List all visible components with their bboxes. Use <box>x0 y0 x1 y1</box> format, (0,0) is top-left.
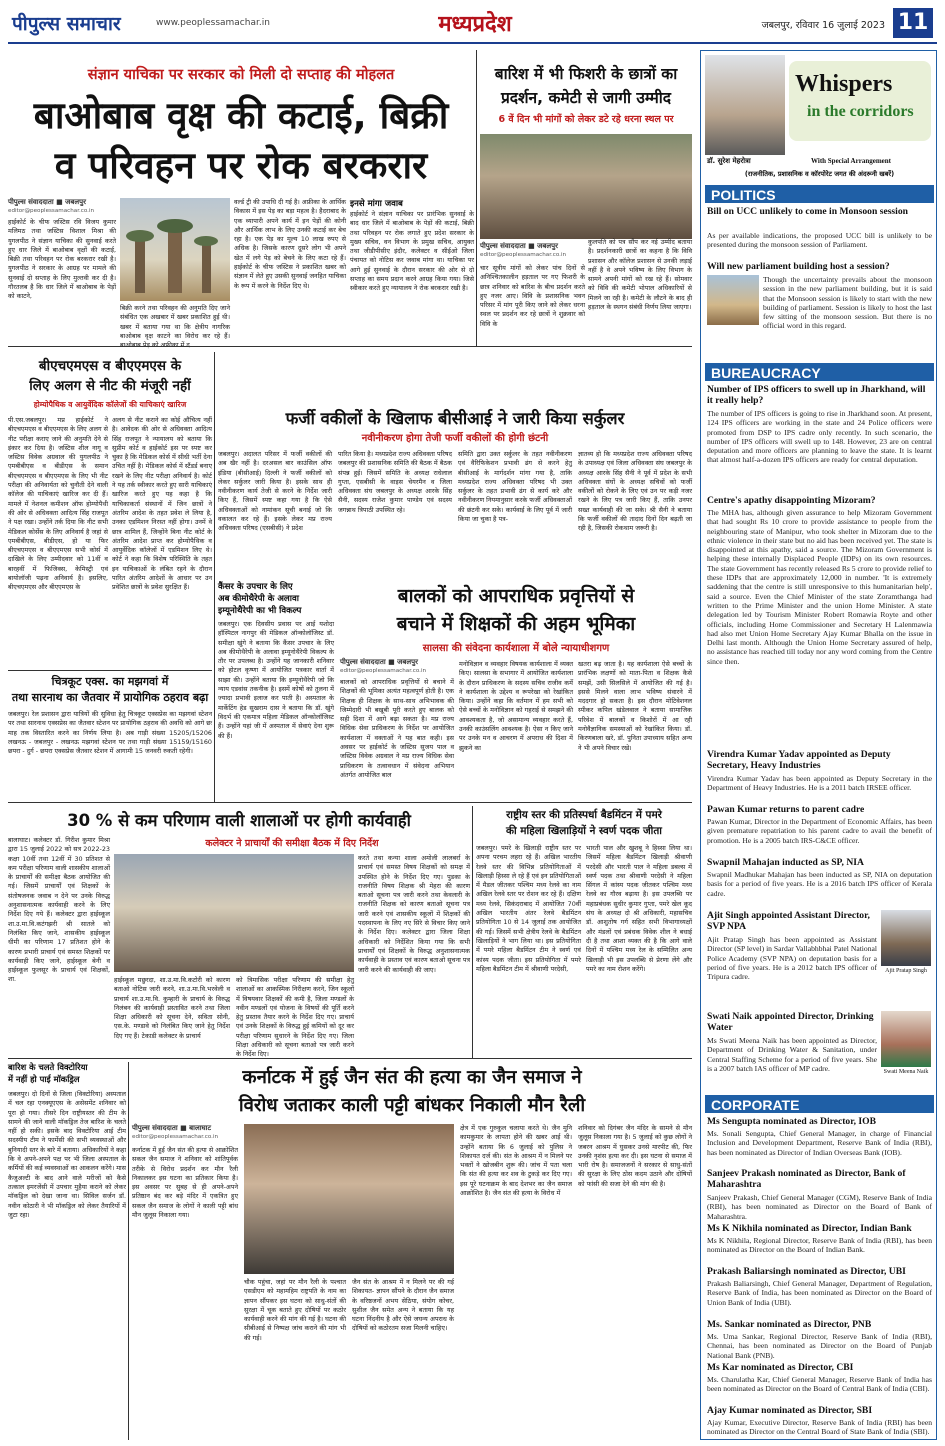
news-head: Will new parliament building host a session? <box>707 261 890 272</box>
body: जैन संत के आश्रम में न मिलने पर की गई शिकायत- ज्ञापन सौंपने के दौरान जैन समाज के वरिष्ठजनों अभय सेठिया, संयोग कोचर, सुशील जैन समेत अन्य ने बताया कि यह घटना निंदनीय है और ऐसे जघन्य अपराध के दोषियों को कठोरतम सजा मिलनी चाहिए। <box>352 1278 454 1333</box>
body: समिति द्वारा उक्त सर्कुलर के तहत नवीनीकरण एवं वैरिफिकेशन प्रभावी ढंग से करने हेतु बीसीआई के मार्गदर्शन मांगा गया है, ताकि मध्यप्रदेश राज्य अधिवक्ता परिषद भी उक्त सर्कुलर के तहत प्रभावी ढंग से कार्य करे और नवीनीकरण नियमानुसार करके फर्जी अधिवक्ताओं की छंटनी कर सके। कार्यवाई के लिए पूर्व में जारी किया जा चुका है पत्र- <box>458 450 572 524</box>
article-neet <box>8 352 212 802</box>
body: पारित किया है। मध्यप्रदेश राज्य अधिवक्ता परिषद जबलपुर की प्रशासनिक समिति की बैठक में बैठक संपन्न हुई। जिसमें समिति के अध्यक्ष राधेलाल गुप्ता, एसबीसी के वाइस चेयरमैन व जिला अधिवक्ता संघ जबलपुर के अध्यक्ष आरके सिंह सैनी, सदस्य राजेश कुमार पाण्डेय एवं सदस्य जगन्नाथ त्रिपाठी उपस्थित रहे। <box>338 450 452 514</box>
email: editor@peoplessamachar.co.in <box>8 208 95 214</box>
article-victoria <box>8 1062 126 1440</box>
news-head: Centre's apathy disappointing Mizoram? <box>707 495 876 506</box>
headline-2: अब कीमोथैरेपी के अलावा <box>218 594 299 604</box>
headline-2: बचाने में शिक्षकों की अहम भूमिका <box>396 613 636 635</box>
kicker: संज्ञान याचिका पर सरकार को मिली दो सप्ताह की मोहलत <box>87 67 395 83</box>
body: जबलपुर। अदालत परिसर में फर्जी वकीलों की अब खैर नहीं है। दरअसल बार काउंसिल ऑफ इंडिया (बीसीआई) दिल्ली ने फर्जी वकीलों को लेकर सर्कुलर जारी किया है। इसके साथ ही नवीनीकरण कार्य तेजी से करने के निर्देश जारी किए हैं, जिसमें स्पष्ट कहा गया है कि ऐसे अधिवक्ताओं को नामांकन सूची बनाई जो कि वकालत कर रहे हैं। इसके लेकर मप्र राज्य अधिवक्ता परिषद (एसबीसी) ने प्रदेश <box>218 450 332 533</box>
body: जबलपुर। दो दिनों से जिला (विक्टोरिया) अस्पताल में चल रहा एनक्यूएएस के असेसमेंट शनिवार को पूरा हो गया। तीसरे दिन राष्ट्रीयस्तर की टीम के सामने की जाने वाली मॉकड्रिल तेज बारिश के चलते नहीं हो सकी। इसके बाद विक्टोरिया आई टीम सदस्यीय टीम ने फार्मेसी की सभी व्यवस्थाओं और बुनियादी स्तर के बारे में बताया। अधिकारियों ने कहा कि वे अपने-अपने पक्ष पर भी जिला अस्पताल के कर्मियों की कई व्यवस्थाओं का आकलन करेंगे। मास कैजुअल्टी के बाद आने वाले मरीजों को कैसे तत्काल इमरजेंसी में उपचार मुहैया कराने को लेकर मॉकड्रिल को देखा जाना था। सिविल सर्जन डॉ. नवीन कोठारी ने भी मॉकड्रिल को लेकर तैयारियों में जुटा रहा। <box>8 1090 126 1219</box>
section-politics: POLITICS <box>705 185 934 203</box>
masthead-rule <box>8 42 937 44</box>
byline: पीपुल्स संवाददाता ■ बालाघाट <box>132 1124 211 1132</box>
news-text: Virendra Kumar Yadav has been appointed as Deputy Secretary in the Department of Heavy Industries. He is a 2011 batch IRSEE officer. <box>707 774 932 793</box>
body: कुलपति को पत्र सौंप कर नई उम्मीद बताया है। प्रदर्शनकारी छात्रों का कहना है कि विवि प्रशासन और कॉलेज प्रशासन से उनकी लड़ाई नहीं है वे अपने भविष्य के लिए विभाग के सामने अपनी मांगों को रख रहे हैं। सोमवार को विवि की कमेटी भोपाल अधिकारियों से मिलने जा रही है। कमेटी के लौटने के बाद ही हड़ताल के स्थगन संबंधी निर्णय लिया जाएगा। <box>588 238 692 312</box>
body: भारती पाल और खुशबू ने हिस्सा लिया था। जिसमें महिला बैडमिंटन खिलाड़ी श्रीवाणी परदेसी और भारती पाल ने महिला डबल्स में स्वर्ण पदक तथा श्रीवाणी परदेसी ने महिला सिंगल में कांस्य पदक जीतकर पश्चिम मध्य रेलवे का गौरव बढ़ाया है। इस उपलब्धि पर महाप्रबंधक सुधीर कुमार गुप्ता, पमरे खेल कूद संघ के अध्यक्ष दो श्री अधिकारी, महासचिव डॉ. आशुतोष गर्ग सहित सभी विभागाध्यक्षों और मंडलों एवं प्रबंधक विवेक शील ने बधाई दी है तथा आशा व्यक्त की है कि आगे वाले दिनों में पश्चिम मध्य रेल के सम्मिलित अन्य खिलाड़ी भी इस उपलब्धि से प्रेरणा लेंगे और पमरे का नाम रोशन करेंगे। <box>586 844 692 973</box>
body: जबलपुर। एक दिवसीय प्रवास पर आई यशोदा हॉस्पिटल नागपुर की मेडिकल ऑन्कोलॉजिस्ट डॉ. समीक्षा खुंगे ने बताया कि कैंसर उपचार के लिए अब कीमोथैरेपी के अलावा इम्यूनोथैरेपी विकल्प के तौर पर उपलब्ध है। उन्होंने यह जानकारी शनिवार को होटल कृष्णा में आयोजित पत्रकार वार्ता में साझा की। उन्होंने बताया कि इम्यूनोथैरेपी जो कि न्याय एडवांस तकनीक है। इसमें कोषों को तुलना में ज्यादा प्रभावी इलाज कर पाती है। अस्पताल के मार्केटिंग हेड सुखराम दास ने बताया कि डॉ. खुंगे विदर्भ की एकमात्र महिला मेडिकल ऑन्कोलॉजिस्ट हैं। उन्होंने यहां जी में अस्पताल में सेवाएं देना शुरू की हैं। <box>218 620 334 740</box>
body: हाईकोर्ट ने संज्ञान याचिका पर प्रारंभिक सुनवाई के बाद धार जिले में बाओबाब के पेड़ों की कटाई, बिक्री तथा परिवहन पर रोक लगाते हुए प्रदेश सरकार के मुख्य सचिव, वन विभाग के प्रमुख सचिव, आयुक्त तथा जीडीपीसीए इंदौर, कलेक्टर व सीईओ जिला पंचायत को नोटिस कर जवाब मांगा था। याचिका पर आगे हुई सुनवाई के दौरान सरकार की ओर से दो सप्ताह का समय प्रदान करने आग्रह किया गया। जिसे स्वीकार करते हुए न्यायालय ने रोक बरकरार रखी है। <box>350 210 474 293</box>
email: editor@peoplessamachar.co.in <box>340 668 427 674</box>
news-head: Number of IPS officers to swell up in Jharkhand, will it really help? <box>707 384 926 406</box>
headline-2: में नहीं हो पाई मॉकड्रिल <box>8 1074 80 1084</box>
headline: बालकों को आपराधिक प्रवृत्तियों से <box>397 585 635 607</box>
subhead: इनसे मांगा जवाब <box>350 199 403 209</box>
news-text: Ajay Kumar, Executive Director, Reserve Bank of India (RBI) has been nominated as Director on the Central Board of State Bank of India (SBI). <box>707 1418 932 1437</box>
news-text: The MHA has, although given assurance to help Mizoram Government that had sought Rs 10 crore to provide assistance to people from the neighbouring state of Manipur, who took shelter in Mizoram due to the ethnic violence in their state but no aid has been received yet. The state is disappointed at this apathy, said a source. The Mizoram Government is helping these internally Displaced People (IDPs) on its own resources. The state Government has recently released Rs 5 crore to provide relief to these IDPs that are approximately 12,000 in number. 'It is extremely saddening that the centre is still unresponsive to this humanitarian help', said a source. Even the Chief Minister of the state Zoramthanga had written to the Prime Minister and the union Home Minister. A state delegation led by Tourism Minister Robert Romawia Royte and other officials, including Home Commissioner and Secretary H Lalenmawia had also met Union Home Secretary Ajay Kumar Bhalla on the issue in Delhi last month. Although the Union Home Secretary assured of help, no assistance has reached till today nor any word coming from the Centre since then. <box>707 508 932 666</box>
body: बिक्री करने तथा परिवहन की अनुमति दिए जाने संबंधित एक अखबार में खबर प्रकाशित हुई थी। खबर में बताया गया था कि क्षेत्रीय नागरिक बाओबाब वृक्ष काटने का विरोध कर रहे हैं। <box>120 304 230 340</box>
headline: बीएचएमएस व बीएएमएस के <box>38 358 182 374</box>
headline-2: व परिवहन पर रोक बरकरार <box>54 144 428 187</box>
news-text: The number of IPS officers is going to rise in Jharkhand soon. At present, 124 IPS officers are working in the state and 24 Police officers were promoted from DSP to IPS cadre only recently. In such scenario, the number of IPS officers will swell up to 148. However, 23 are on central deputation and more officers are planning to leave the state. It is learnt that almost half-a-dozen IPS officers are ready for central deputation. <box>707 409 932 465</box>
headline-2 <box>8 690 212 706</box>
divider <box>214 352 215 802</box>
headline: चित्रकूट एक्स. का मझगवां में <box>51 675 169 688</box>
news-head: Swati Naik appointed Director, Drinking Water <box>707 1011 874 1033</box>
divider <box>128 1062 129 1440</box>
headline-3: इम्यूनोथैरेपी का भी विकल्प <box>218 606 302 616</box>
byline: पीपुल्स संवाददाता ■ जबलपुर <box>480 242 558 250</box>
body: चार सूत्रीय मांगों को लेकर पांच दिनों से अनिश्चितकालीन हड़ताल पर गए फिशरी के छात्र शनिवार को बारिश के बीच प्रदर्शन करते हुए नजर आए। विवि के प्रशासनिक भवन परिसर में मांग पूरी किए जाने को लेकर धरना स्थल पर प्रदर्शन कर रहे छात्रों ने शुक्रवार को विवि के <box>480 264 585 328</box>
sidebar-whispers <box>700 50 937 1440</box>
news-text: Swapnil Madhukar Mahajan has been inducted as SP, NIA on deputation basis for a period of five years. He is a 2016 batch IPS officer of Kerala cadre. <box>707 870 932 898</box>
news-head: Ms Kar nominated as Director, CBI <box>707 1362 854 1373</box>
masthead <box>0 0 945 44</box>
parliament-photo <box>707 275 759 325</box>
photo-caption: Swati Meena Naik <box>883 1069 929 1075</box>
article-cancer <box>218 580 334 802</box>
headline: कैंसर के उपचार के लिए <box>218 582 293 592</box>
article-teachers <box>340 580 692 802</box>
body: जबलपुर। रेल प्रशासन द्वारा यात्रियों की सुविधा हेतु चित्रकूट एक्सप्रेस का मझगवां स्टेशन पर तथा सारनाथ एक्सप्रेस का जैतवार स्टेशन पर प्रायोगिक ठहराव की अवधि को आगे छः माह तक विस्तारित करने का निर्णय लिया है। अब गाड़ी संख्या 15205/15206 लखनऊ - जबलपुर - लखनऊ मझगवां स्टेशन पर तथा गाड़ी संख्या 15159/15160 छपरा - दुर्ग - छपरा एक्सप्रेस जैतवार स्टेशन में आगामी 15 जनवरी रुकती रहेगी। <box>8 710 212 756</box>
divider <box>8 1058 692 1059</box>
news-head: Bill on UCC unlikely to come in Monsoon session <box>707 206 908 217</box>
byline: पीपुल्स संवाददाता ■ जबलपुर <box>340 658 418 666</box>
body: करते तथा कन्या शाला अमोली लालबर्रा के प्राचार्य एवं समस्त विषय शिक्षकों को समक्ष में उपस्थित होने के निर्देश दिए गए। पुडका के राजनीति विषय शिक्षक श्री मेहरा की कारण बताओ सूचना पत्र जारी करने तथा केवलारी के राजनीति शिक्षक को कारण बताओ सूचना पत्र जारी करने एवं शासकीय स्कूलों में शिक्षकों की पदस्थापना के लिए नए सिरे से विचार किए जाने के निर्देश दिए। कलेक्टर द्वारा जिला शिक्षा अधिकारी को निर्देशित किया गया कि सभी प्राचार्यों एवं शिक्षकों के विरुद्ध अनुशासनात्मक कार्यवाही के प्रस्ताव एवं कारण बताओ सूचना पत्र जारी करने की कार्यवाही की जाए। <box>358 854 470 974</box>
body: अलग से नीट कराने का कोई औचित्य नहीं है। आवेदक की ओर से अधिवक्ता आदित्य सिंह राजपूत ने न्यायालय को बताया कि सुप्रीम कोर्ट व हाईकोर्ट इस पर स्पष्ट कर चुका है कि मेडिकल कोर्स में सीधी भर्ती देना उचित नहीं है। मेडिकल कोर्स में स्टैंडर्ड बनाए रखने के लिए नीट परीक्षा अनिवार्य है। कोर्ट ने यह तर्क स्वीकार करते हुए सारी याचिकाएं खारिज करते हुए यह कहा है कि याचिकाकर्ता संस्थानों में जिन छात्रों ने अंतरिम आदेश के तहत प्रवेश ले लिया है, उनका एडमिशन निरस्त नहीं होगा। उनमें वे छात्र शामिल हैं, जिन्होंने बिना नीट कोर्ट के अंतरिम आदेश प्राप्त कर होम्योपैथिक व आयुर्वेदिक कॉलेजों में एडमिशन लिए थे। कोर्ट ने कहा कि विशेष परिस्थिति के तहत इन याचिकाओं के लंबित रहने के दौरान पारित अंतरिम आदेशों के आधार पर उन प्रवेशित छात्रों के प्रवेश सुरक्षित हैं। <box>112 416 212 592</box>
headline-3: प्रायोगिक ठहराव बढ़ा <box>123 691 209 704</box>
news-text: As per available indications, the proposed UCC bill is unlikely to be presented during the monsoon session of Parliament. <box>707 231 932 250</box>
news-text: Sanjeev Prakash, Chief General Manager (CGM), Reserve Bank of India (RBI), has been nominated as Director on the Board of Bank of Maharashtra. <box>707 1193 932 1221</box>
news-text: Ajit Pratap Singh has been appointed as Assistant Director (SP level) in Sardar Vallabhbhai Patel National Police Academy (SVP NPA) on deputation basis for a period of five years. He is a 2012 batch IPS officer of Tripura cadre. <box>707 935 877 982</box>
headline-2: प्रदर्शन, कमेटी से जागी उम्मीद <box>500 89 672 107</box>
divider <box>8 802 692 803</box>
body: हाईस्कूल मछुरदा, शा.उ.मा.वि.कटोरी को कारण बताओ नोटिस जारी करने, शा.उ.मा.वि.भरवेली व प्राचार्य शा.उ.मा.वि. कुम्हारी के प्राचार्य के विरुद्ध निलंबन की कार्यवाही प्रस्तावित करने तथा जिला शिक्षा अधिकारी को सूचना देने, सविता सोनी, एस.के. मण्डावे को निलंबित किए जाने हेतु निर्देश दिए गए हैं। टेकाडी कलेक्टर के प्राचार्य <box>114 976 230 1040</box>
email: editor@peoplessamachar.co.in <box>480 252 567 258</box>
ajit-singh-photo <box>881 910 931 966</box>
headline: बाओबाब वृक्ष की कटाई, बिक्री <box>33 94 449 137</box>
body: मनोविज्ञान व व्यवहार विषयक कार्यशाला में व्यक्त किए। सालसा के सभागार में आयोजित कार्यशाला के दौरान प्राधिकरण के सदस्य सचिव राजीव कर्मे ने कार्यशाला के उद्देश्य व रूपरेखा को रेखांकित किया। उन्होंने कहा कि वर्तमान में हम सभी को ऐसे बच्चों के मनोविज्ञान को गहराई से समझने की आवश्यकता है, जो असामान्य व्यवहार करते हैं, उनकी काउंसलिंग आवश्यक है। ऐसा न किए जाने पर उनके मन व आचरण में अपराध की दिशा में झुकने का <box>459 660 573 752</box>
headline-2: की महिला खिलाड़ियों ने स्वर्ण पदक जीता <box>506 825 662 837</box>
body: बालकों को आपराधिक प्रवृत्तियों से बचाने में शिक्षकों की भूमिका अत्यंत महत्वपूर्ण होती है। एक शिक्षक ही शिक्षक के साथ-साथ अभिभावक की जिम्मेदारी भी बखूबी पूरी करते हुए बालक को सही दिशा में आगे बढ़ा सकता है। मप्र राज्य विधिक सेवा प्राधिकरण के निर्देश पर आयोजित कार्यशाला में वक्ताओं ने यह बात कही। इस अवसर पर हाईकोर्ट के जस्टिस सुजय पाल व जस्टिस विवेक अग्रवाल ने मप्र राज्य विधिक सेवा प्राधिकरण के तत्वावधान में संवेदना अभियान अंतर्गत आयोजित बाल <box>340 678 454 779</box>
body: पी.एस.जबलपुर। मप्र हाईकोर्ट ने बीएचएमएस व बीएएमएस के लिए अलग से नीट परीक्षा कराए जाने की अनुमति देने से इंकार कर दिया है। जस्टिस शील नागू व जस्टिस विवेक अग्रवाल की युगलपीठ ने एमबीबीएस व बीडीएस के समान बीएचएमएस व बीएएमएस के लिए भी नीट परीक्षा की अनिवार्यता को चुनौती देने वाली कॉलेज की याचिकाएं खारिज कर दी हैं। मामले में नेशनल कमीशन ऑफ होम्योपैथी की ओर से अधिवक्ता आदित्य सिंह राजपूत ने पक्ष रखा। उन्होंने तर्क दिया कि नीट सभी मेडिकल कोर्सेस के लिए अनिवार्य है जहां से एमबीबीएस, बीडीएस, हो या फिर बीएचएमएस व बीएएमएस सभी कोर्स में दाखिले के लिए उम्मीदवार को 11वीं व बारहवीं में फिजिक्स, केमिस्ट्री एवं बायोलॉजी पढ़ना अनिवार्य है। इसलिए, बीएचएमएस और बीएएमएस के <box>8 416 108 592</box>
column-title <box>789 61 931 141</box>
news-head: Prakash Baliarsingh nominated as Director, UBI <box>707 1266 906 1277</box>
divider <box>8 670 212 671</box>
news-head: Ms K Nikhila nominated as Director, Indian Bank <box>707 1223 912 1234</box>
headline: बारिश में भी फिशरी के छात्रों का <box>494 65 678 83</box>
news-text: Ms. Charulatha Kar, Chief General Manager, Reserve Bank of India has been nominated as Director on the Board of Central Bank of India (CBI). <box>707 1375 932 1394</box>
column-title-2: in the corridors <box>807 103 914 120</box>
body: को त्रिमासिक परीक्षा परिणाम की समीक्षा हेतु शालाओं का आकस्मिक निरीक्षण करने, जिन स्कूलों में विषयवार शिक्षकों की कमी है, जिला मण्डलों के नवीन मण्डलों एवं योजना के विषयों की पूर्ति करने हेतु प्रस्ताव तैयार करने के निर्देश दिए गए। प्राचार्य एवं उनके शिक्षकों के विरुद्ध हुई कमियों को दूर कर परीक्षा परिणाम सुधारने के निर्देश दिए गए। जिला शिक्षा अधिकारी को सूचना बताओ पत्र जारी करने के निर्देश दिए। <box>236 976 354 1059</box>
headline-2: विरोध जताकर काली पट्टी बांधकर निकाली मौन रैली <box>238 1095 586 1116</box>
body: शनिवार को दिगंबर जैन मंदिर के सामने से मौन जुलूस निकाला गया है। 5 जुलाई को कुछ लोगों ने जबरन आश्रम में घुसकर उनसे मारपीट की, फिर उनकी नृशंस हत्या कर दी। इस घटना से समाज में भारी रोष है। समाजजनों ने सरकार से साधु-संतों की सुरक्षा के लिए ठोस कदम उठाने और दोषियों को फांसी की सजा देने की मांग की है। <box>578 1124 692 1188</box>
section-corporate: CORPORATE <box>705 1095 934 1113</box>
body: चौक पहुंचा, जहां पर मौन रैली के पश्चात एसडीएम को महामहिम राष्ट्रपति के नाम का ज्ञापन सौंपकर इस घटना को साधु-संतों की सुरक्षा में चूक बताते हुए दोषियों पर कठोर कार्यवाही करने की मांग की गई है। घटना की सीबीआई से निष्पक्ष जांच कराने की मांग भी की गई। <box>244 1278 346 1342</box>
deck: होम्योपैथिक व आयुर्वेदिक कॉलेजों की याचिकाएं खारिज <box>33 400 187 409</box>
article-fake-lawyers <box>218 406 692 576</box>
deck: सालसा की संवेदना कार्यशाला में बोले न्यायाधीशगण <box>422 643 610 654</box>
news-head: Virendra Kumar Yadav appointed as Deputy Secretary, Heavy Industries <box>707 749 891 771</box>
body: खतरा बढ़ जाता है। यह कार्यशाला ऐसे बच्चों के प्रारंभिक लक्षणों को माता-पिता व शिक्षक कैसे समझें, उसी सिलसिले में आयोजित की गई है। इससे मिलने वाला लाभ भविष्य संवारने में मददगार हो सकता है। इस दौरान मोटिवेशनल स्पीकर कपिल खंडेलवाल ने बताया सामाजिक परिवेश में बालकों व किशोरों में आ रही मनोवैज्ञानिक समस्याओं को रेखांकित किया। डॉ. किरणबाला खरे, डॉ. पुनिता उपाध्याय सहित अन्य ने भी अपने विचार रखे। <box>578 660 692 752</box>
body: हाईकोर्ट के चीफ जस्टिस रवि विजय कुमार मलिमठ तथा जस्टिस विशाल मिश्रा की युगलपीठ ने संज्ञान याचिका की सुनवाई करते हुए धार जिले में बाओबाब वृक्षों की कटाई, बिक्री तथा परिवहन पर रोक बरकरार रखी है। युगलपीठ ने सरकार के आग्रह पर मामले की सुनवाई दो सप्ताह के लिए मुल्तवी कर दी है। गौरतलब है कि धार जिले में बाओबाब के पेड़ों को काटने, <box>8 218 116 301</box>
column-title-1: Whispers <box>795 71 893 97</box>
news-text: Though the uncertainty prevails about the monsoon session in the new parliament building, but it is said that the Monsoon session is likely to start with the new building of parliament. Session is likely to host the last few sitting of the monsoon session. But there is no official word in this regard. <box>763 275 932 331</box>
arrangement: With Special Arrangement <box>811 157 891 165</box>
paper-logo: पीपुल्स समाचार <box>12 13 121 35</box>
headline: राष्ट्रीय स्तर की प्रतिस्पर्धा बैडमिंटन में पमरे <box>506 809 662 821</box>
news-head: Sanjeev Prakash nominated as Director, Bank of Maharashtra <box>707 1168 906 1190</box>
deck: नवीनीकरण होगा तेजी फर्जी वकीलों की होगी छंटनी <box>361 433 549 444</box>
headline: फर्जी वकीलों के खिलाफ बीसीआई ने जारी किया सर्कुलर <box>285 409 625 428</box>
baobab-tree-icon <box>120 198 230 301</box>
news-text: Ms K Nikhila, Regional Director, Reserve Bank of India (RBI), has been nominated as Director on the Board of Indian Bank. <box>707 1236 932 1255</box>
article-fishery <box>480 50 692 402</box>
body: क्षेत्र में एक गुरुकुल चलाया करते थे। जैन मुनि कामकुमार के लापता होने की खबर आई थी। उन्होंने बताया कि 6 जुलाई को पुलिस ने शिकायत दर्ज की। संत के आश्रम में न मिलने पर भक्तों ने खोजबीन शुरू की। जांच में पता चला कि संत की हत्या कर शव के टुकड़े कर दिए गए। इस पूरे घटनाक्रम के बाद देशभर का जैन समाज आक्रोशित है। जैन संत की हत्या के विरोध में <box>460 1124 572 1198</box>
section-bureaucracy: BUREAUCRACY <box>705 363 934 381</box>
body: ज्ञातव्य हो कि मध्यप्रदेश राज्य अधिवक्ता परिषद के उपाध्यक्ष एवं जिला अधिवक्ता संघ जबलपुर के अध्यक्ष आरके सिंह सैनी ने पूर्व में प्रदेश के सभी अधिवक्ता संघों के अध्यक्ष सचिवों को फर्जी वकीलों को रोकने के लिए एवं उन पर कड़ी नजर रखने के लिए पत्र जारी किए हैं, ताकि उनपर सख्त कार्यवाही की जा सके। श्री सैनी ने बताया कि फर्जी वकीलों की तादाद दिनों दिन बढ़ती जा रही है, जिसकी रोकथाम जरूरी है। <box>578 450 692 533</box>
author-name: डॉ. सुरेश मेहरोत्रा <box>707 157 751 165</box>
headline-2: लिए अलग से नीट की मंजूरी नहीं <box>29 378 191 394</box>
news-text: Ms. Uma Sankar, Regional Director, Reserve Bank of India (RBI), Chennai, has been nominated as Director on the Board of Punjab National Bank (PNB). <box>707 1332 932 1360</box>
news-head: Ms Sengupta nominated as Director, IOB <box>707 1116 876 1127</box>
baobab-photo <box>120 198 230 301</box>
news-head: Pawan Kumar returns to parent cadre <box>707 804 865 815</box>
body: वर्ल्ड ट्री की उपाधि दी गई है। अफ्रीका के आर्थिक विकास में इस पेड़ का बड़ा महत्व है। हैदराबाद के एक व्यापारी अपने कार्य में इन पेड़ों की कोनी और आर्थिक लाभ के लिए उनकी कटाई कर बेच रहा है। एक पेड़ का मूल्य 10 लाख रुपए से अधिक है। जिसके कारण दूसरे लोग भी अपने खेत में लगे पेड़ को बेचने के लिए कटा रहे हैं। हाईकोर्ट के चीफ जस्टिस ने प्रकाशित खबर को संज्ञान में लेते हुए उसकी सुनवाई जनहित याचिका के रूप में करने के निर्देश दिए थे। <box>234 198 346 290</box>
headline: 30 % से कम परिणाम वाली शालाओं पर होगी कार्यवाही <box>67 811 411 830</box>
section-name: मध्यप्रदेश <box>438 12 512 37</box>
deck: 6 वें दिन भी मांगों को लेकर डटे रहे धरना स्थल पर <box>498 114 674 125</box>
deck: कलेक्टर ने प्राचार्यों की समीक्षा बैठक में दिए निर्देश <box>205 838 379 849</box>
headline-2a: तथा सारनाथ का जैतवार में <box>11 691 120 704</box>
news-text: Ms. Sonali Sengupta, Chief General Manager, in charge of Financial Inclusion and Development Department, Reserve Bank of India (RBI), has been nominated as Director of Indian Overseas Bank (IOB). <box>707 1129 932 1157</box>
body: बालाघाट। कलेक्टर डॉ. गिरीश कुमार मिश्रा द्वारा 15 जुलाई 2022 को सत्र 2022-23 कक्षा 10वीं तथा 12वीं में 30 प्रतिशत से कम परीक्षा परिणाम वाली शासकीय शालाओं के प्राचार्यों की समीक्षा बैठक आयोजित की गई। जिसमें प्राचार्यों एवं शिक्षकों के संतोषजनक जवाब न देने पर उनके विरुद्ध अनुशासनात्मक कार्यवाही करने के लिए निर्देश दिए गये हैं। कलेक्टर द्वारा हाईस्कूल शा.उ.मा.वि.कटंगझरी श्री सातले को निलंबित किए जाने, शासकीय हाईस्कूल धीमी का परिणाम 17 प्रतिशत होने के कारण प्रभारी प्राचार्य एवं समस्त शिक्षकों पर कार्यवाही किए जाने, हाईस्कूल बेनी व हाईस्कूल फुलसूर के प्राचार्य एवं शिक्षकों, शा. <box>8 836 110 984</box>
divider <box>8 346 692 347</box>
divider <box>472 806 473 1058</box>
news-head: Swapnil Mahajan inducted as SP, NIA <box>707 857 864 868</box>
email: editor@peoplessamachar.co.in <box>132 1134 219 1140</box>
page-number: 11 <box>893 8 933 38</box>
byline: पीपुल्स संवाददाता ■ जबलपुर <box>8 198 86 206</box>
students-protest-photo <box>480 134 692 239</box>
divider <box>476 50 477 346</box>
author-photo <box>705 55 785 155</box>
news-text: Prakash Baliarsingh, Chief General Manager, Department of Regulation, Reserve Bank of India, has been nominated as Director on the Board of Union Bank of India (UBI). <box>707 1279 932 1307</box>
photo-caption: Ajit Pratap Singh <box>885 968 927 974</box>
news-text: Ms Swati Meena Naik has been appointed as Director, Department of Drinking Water & Sanitation, under Central Staffing Scheme for a period of five years. She is a 2007 batch IAS officer of MP cadre. <box>707 1036 877 1073</box>
site-url: www.peoplessamachar.in <box>156 18 270 28</box>
meeting-photo <box>114 854 354 972</box>
headline: कर्नाटक में हुई जैन संत की हत्या का जैन समाज ने <box>242 1067 582 1088</box>
tagline: (राजनीतिक, प्रशासनिक व कॉरपोरेट जगत की अंदरूनी खबरें) <box>744 170 895 178</box>
body: जबलपुर। पमरे के खिलाड़ी राष्ट्रीय स्तर पर अपना परचम लहरा रहे हैं। अखिल भारतीय रेलवे स्तर की विभिन्न प्रतियोगिताओं में खिलाड़ी हिस्सा ले रहे हैं एवं इन प्रतियोगिताओं में मैडल जीतकर पश्चिम मध्य रेलवे का नाम अखिल रेलवे स्तर पर रोशन कर रहे हैं। दक्षिण मध्य रेलवे, सिकंदराबाद में आयोजित 70वीं अखिल भारतीय अंतर रेलवे बैडमिंटन प्रतियोगिता 10 से 14 जुलाई तक आयोजित की गई। जिसमें सभी क्षेत्रीय रेलवे के बैडमिंटन खिलाड़ियों ने भाग लिया था। इस प्रतियोगिता में पमरे महिला बैडमिंटन टीम ने स्वर्ण एवं कांस्य पदक जीता। इस प्रतियोगिता में पमरे महिला बैडमिंटन टीम में श्रीवाणी परदेसी, <box>476 844 581 973</box>
dateline: जबलपुर, रविवार 16 जुलाई 2023 <box>761 20 885 31</box>
article-badminton <box>476 806 692 1058</box>
news-head: Ajit Singh appointed Assistant Director, SVP NPA <box>707 910 870 932</box>
headline: बारिश के चलते विक्टोरिया <box>8 1062 88 1072</box>
news-head: Ajay Kumar nominated as Director, SBI <box>707 1405 873 1416</box>
rally-photo <box>244 1124 454 1274</box>
article-baobab <box>8 50 474 340</box>
article-jain-rally <box>132 1062 692 1440</box>
article-school-results <box>8 806 470 1058</box>
news-text: Pawan Kumar, Director in the Department of Economic Affairs, has been given premature repatriation to his parent cadre to avail the benefit of promotion. He is a 2005 batch IRS-C&CE officer. <box>707 817 932 845</box>
swati-naik-photo <box>881 1011 931 1067</box>
news-head: Ms. Sankar nominated as Director, PNB <box>707 1319 872 1330</box>
body: कर्नाटक में हुई जैन संत की हत्या से आक्रोशित सकल जैन समाज ने शनिवार को शांतिपूर्वक तरीके से विरोध प्रदर्शन कर मौन रैली निकालकर इस घटना का प्रतिकार किया है। इस अवसर पर सुबह से ही अपने-अपने प्रतिष्ठान बंद कर बड़े मंदिर में एकत्रित हुए सकल जैन समाज के लोगों ने काली पट्टी बांध मौन जुलूस निकाला गया। <box>132 1146 238 1220</box>
